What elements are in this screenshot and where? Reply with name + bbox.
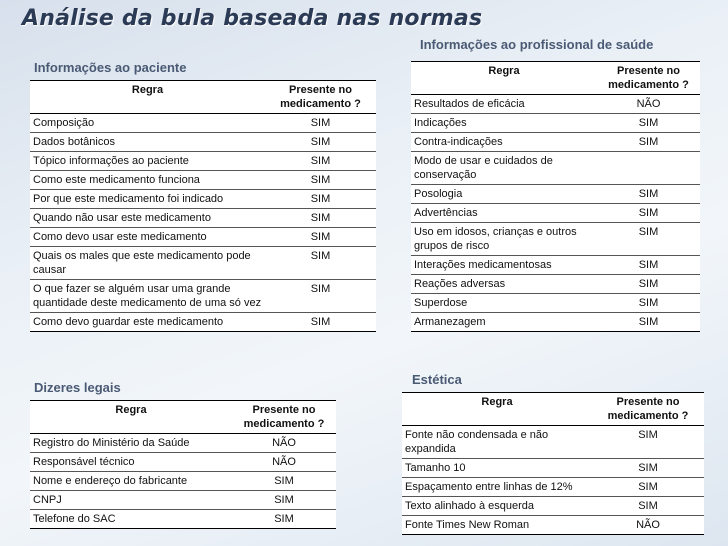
rule-cell: Modo de usar e cuidados de conservação: [411, 152, 597, 185]
value-cell: SIM: [597, 275, 700, 294]
rule-cell: Armanezagem: [411, 313, 597, 332]
value-cell: SIM: [592, 478, 704, 497]
rule-cell: Registro do Ministério da Saúde: [30, 434, 232, 453]
table-row: [411, 114, 700, 133]
table-row: [30, 247, 376, 280]
rule-cell: Quais os males que este medicamento pode causar: [30, 247, 265, 280]
rule-cell: Uso em idosos, crianças e outros grupos de risco: [411, 223, 597, 256]
rule-cell: Espaçamento entre linhas de 12%: [402, 478, 592, 497]
table-row: [411, 313, 700, 332]
rule-cell: Texto alinhado à esquerda: [402, 497, 592, 516]
value-cell: SIM: [597, 204, 700, 223]
table-row: [30, 228, 376, 247]
rule-cell: Como devo usar este medicamento: [30, 228, 265, 247]
table-row: [402, 459, 704, 478]
rule-cell: Indicações: [411, 114, 597, 133]
section-label-estetica: Estética: [412, 372, 462, 387]
rule-cell: Contra-indicações: [411, 133, 597, 152]
table-profissional: [411, 61, 700, 332]
table-paciente: [30, 80, 376, 332]
table-row: [30, 491, 336, 510]
rule-cell: Interações medicamentosas: [411, 256, 597, 275]
table-header: [30, 401, 336, 434]
value-cell: SIM: [592, 459, 704, 478]
table-row: [30, 453, 336, 472]
rule-cell: Quando não usar este medicamento: [30, 209, 265, 228]
section-label-paciente: Informações ao paciente: [34, 60, 187, 75]
table-estetica: [402, 392, 704, 535]
rule-cell: Advertências: [411, 204, 597, 223]
value-cell: SIM: [597, 313, 700, 332]
value-cell: SIM: [265, 247, 376, 280]
rule-cell: Fonte Times New Roman: [402, 516, 592, 535]
table-row: [30, 209, 376, 228]
header-regra: Regra: [30, 401, 232, 434]
rule-cell: Composição: [30, 114, 265, 133]
value-cell: SIM: [265, 190, 376, 209]
value-cell: SIM: [265, 114, 376, 133]
value-cell: NÃO: [232, 453, 336, 472]
value-cell: SIM: [232, 472, 336, 491]
table-row: [411, 185, 700, 204]
rule-cell: Como devo guardar este medicamento: [30, 313, 265, 332]
rule-cell: Responsável técnico: [30, 453, 232, 472]
value-cell: SIM: [265, 313, 376, 332]
section-label-legais: Dizeres legais: [34, 380, 121, 395]
table-row: [30, 472, 336, 491]
table-row: [402, 516, 704, 535]
header-presente: Presente no medicamento ?: [597, 62, 700, 95]
value-cell: SIM: [597, 256, 700, 275]
value-cell: SIM: [265, 228, 376, 247]
table-legais: [30, 400, 336, 529]
value-cell: NÃO: [597, 95, 700, 114]
header-presente: Presente no medicamento ?: [265, 81, 376, 114]
header-presente: Presente no medicamento ?: [592, 393, 704, 426]
rule-cell: Dados botânicos: [30, 133, 265, 152]
rule-cell: Resultados de eficácia: [411, 95, 597, 114]
page-title: Análise da bula baseada nas normas: [22, 6, 483, 31]
header-regra: Regra: [402, 393, 592, 426]
value-cell: SIM: [597, 114, 700, 133]
table-header: [30, 81, 376, 114]
table-header: [411, 62, 700, 95]
table-row: [411, 133, 700, 152]
table-row: [30, 280, 376, 313]
rule-cell: Reações adversas: [411, 275, 597, 294]
rule-cell: O que fazer se alguém usar uma grande quantidade deste medicamento de uma só vez: [30, 280, 265, 313]
header-regra: Regra: [411, 62, 597, 95]
table-row: [411, 152, 700, 185]
rule-cell: Fonte não condensada e não expandida: [402, 426, 592, 459]
section-label-profissional: Informações ao profissional de saúde: [420, 37, 654, 52]
table-row: [411, 275, 700, 294]
rule-cell: Telefone do SAC: [30, 510, 232, 529]
table-row: [30, 434, 336, 453]
value-cell: NÃO: [232, 434, 336, 453]
value-cell: SIM: [265, 152, 376, 171]
value-cell: [597, 152, 700, 185]
table-row: [30, 510, 336, 529]
table-row: [30, 133, 376, 152]
rule-cell: Posologia: [411, 185, 597, 204]
rule-cell: Tópico informações ao paciente: [30, 152, 265, 171]
table-header: [402, 393, 704, 426]
value-cell: SIM: [592, 426, 704, 459]
header-regra: Regra: [30, 81, 265, 114]
value-cell: NÃO: [592, 516, 704, 535]
value-cell: SIM: [265, 171, 376, 190]
table-row: [30, 313, 376, 332]
table-row: [30, 114, 376, 133]
table-row: [30, 171, 376, 190]
rule-cell: CNPJ: [30, 491, 232, 510]
value-cell: SIM: [597, 294, 700, 313]
value-cell: SIM: [597, 185, 700, 204]
value-cell: SIM: [597, 223, 700, 256]
table-row: [411, 95, 700, 114]
rule-cell: Nome e endereço do fabricante: [30, 472, 232, 491]
rule-cell: Por que este medicamento foi indicado: [30, 190, 265, 209]
value-cell: SIM: [597, 133, 700, 152]
value-cell: SIM: [265, 209, 376, 228]
table-row: [411, 223, 700, 256]
table-row: [30, 190, 376, 209]
table-row: [411, 294, 700, 313]
value-cell: SIM: [592, 497, 704, 516]
value-cell: SIM: [232, 491, 336, 510]
table-row: [411, 256, 700, 275]
value-cell: SIM: [265, 133, 376, 152]
table-row: [402, 497, 704, 516]
table-row: [411, 204, 700, 223]
rule-cell: Tamanho 10: [402, 459, 592, 478]
rule-cell: Superdose: [411, 294, 597, 313]
table-row: [30, 152, 376, 171]
table-row: [402, 478, 704, 497]
header-presente: Presente no medicamento ?: [232, 401, 336, 434]
rule-cell: Como este medicamento funciona: [30, 171, 265, 190]
table-row: [402, 426, 704, 459]
value-cell: SIM: [265, 280, 376, 313]
value-cell: SIM: [232, 510, 336, 529]
